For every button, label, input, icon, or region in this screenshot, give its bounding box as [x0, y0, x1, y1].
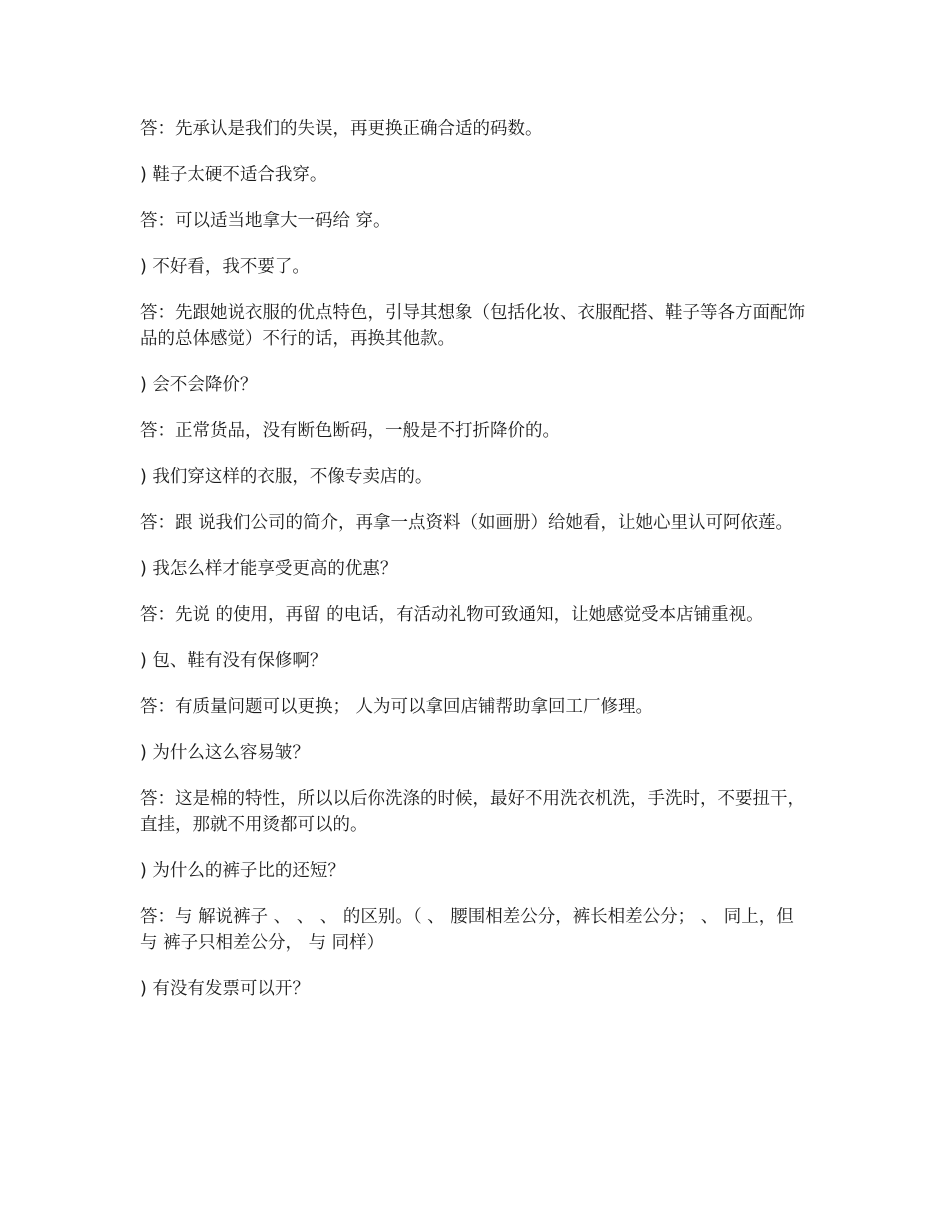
- answer-paragraph: 答：可以适当地拿大一码给 穿。: [140, 211, 391, 231]
- question-paragraph: ) 不好看，我不要了。: [140, 257, 310, 277]
- question-paragraph: ) 鞋子太硬不适合我穿。: [140, 165, 328, 185]
- answer-paragraph: 答：先承认是我们的失误，再更换正确合适的码数。: [140, 119, 543, 139]
- question-paragraph: ) 我们穿这样的衣服，不像专卖店的。: [140, 467, 433, 487]
- answer-paragraph: 答：这是棉的特性，所以以后你洗涤的时候，最好不用洗衣机洗，手洗时，不要扭干，直挂，那就不用烫都可以的。: [140, 789, 805, 835]
- question-paragraph: ) 为什么这么容易皱？: [140, 743, 310, 763]
- answer-paragraph: 答：与 解说裤子 、 、 、 的区别。（ 、 腰围相差公分，裤长相差公分； 、 同上，但 与 裤子只相差公分， 与 同样）: [140, 907, 800, 953]
- answer-paragraph: 答：正常货品，没有断色断码，一般是不打折降价的。: [140, 421, 560, 441]
- answer-paragraph: 答：先说 的使用，再留 的电话，有活动礼物可致通知，让她感觉受本店铺重视。: [140, 605, 764, 625]
- answer-paragraph: 答：有质量问题可以更换； 人为可以拿回店铺帮助拿回工厂修理。: [140, 697, 654, 717]
- question-paragraph: ) 有没有发票可以开？: [140, 979, 310, 999]
- answer-paragraph: 答：跟 说我们公司的简介，再拿一点资料（如画册）给她看，让她心里认可阿依莲。: [140, 513, 794, 533]
- question-paragraph: ) 包、鞋有没有保修啊？: [140, 651, 328, 671]
- document-body: [140, 116, 815, 1022]
- question-paragraph: ) 会不会降价？: [140, 375, 258, 395]
- question-paragraph: ) 为什么的裤子比的还短？: [140, 861, 345, 881]
- answer-paragraph: 答：先跟她说衣服的优点特色，引导其想象（包括化妆、衣服配搭、鞋子等各方面配饰品的总体感觉）不行的话，再换其他款。: [140, 303, 805, 349]
- question-paragraph: ) 我怎么样才能享受更高的优惠？: [140, 559, 398, 579]
